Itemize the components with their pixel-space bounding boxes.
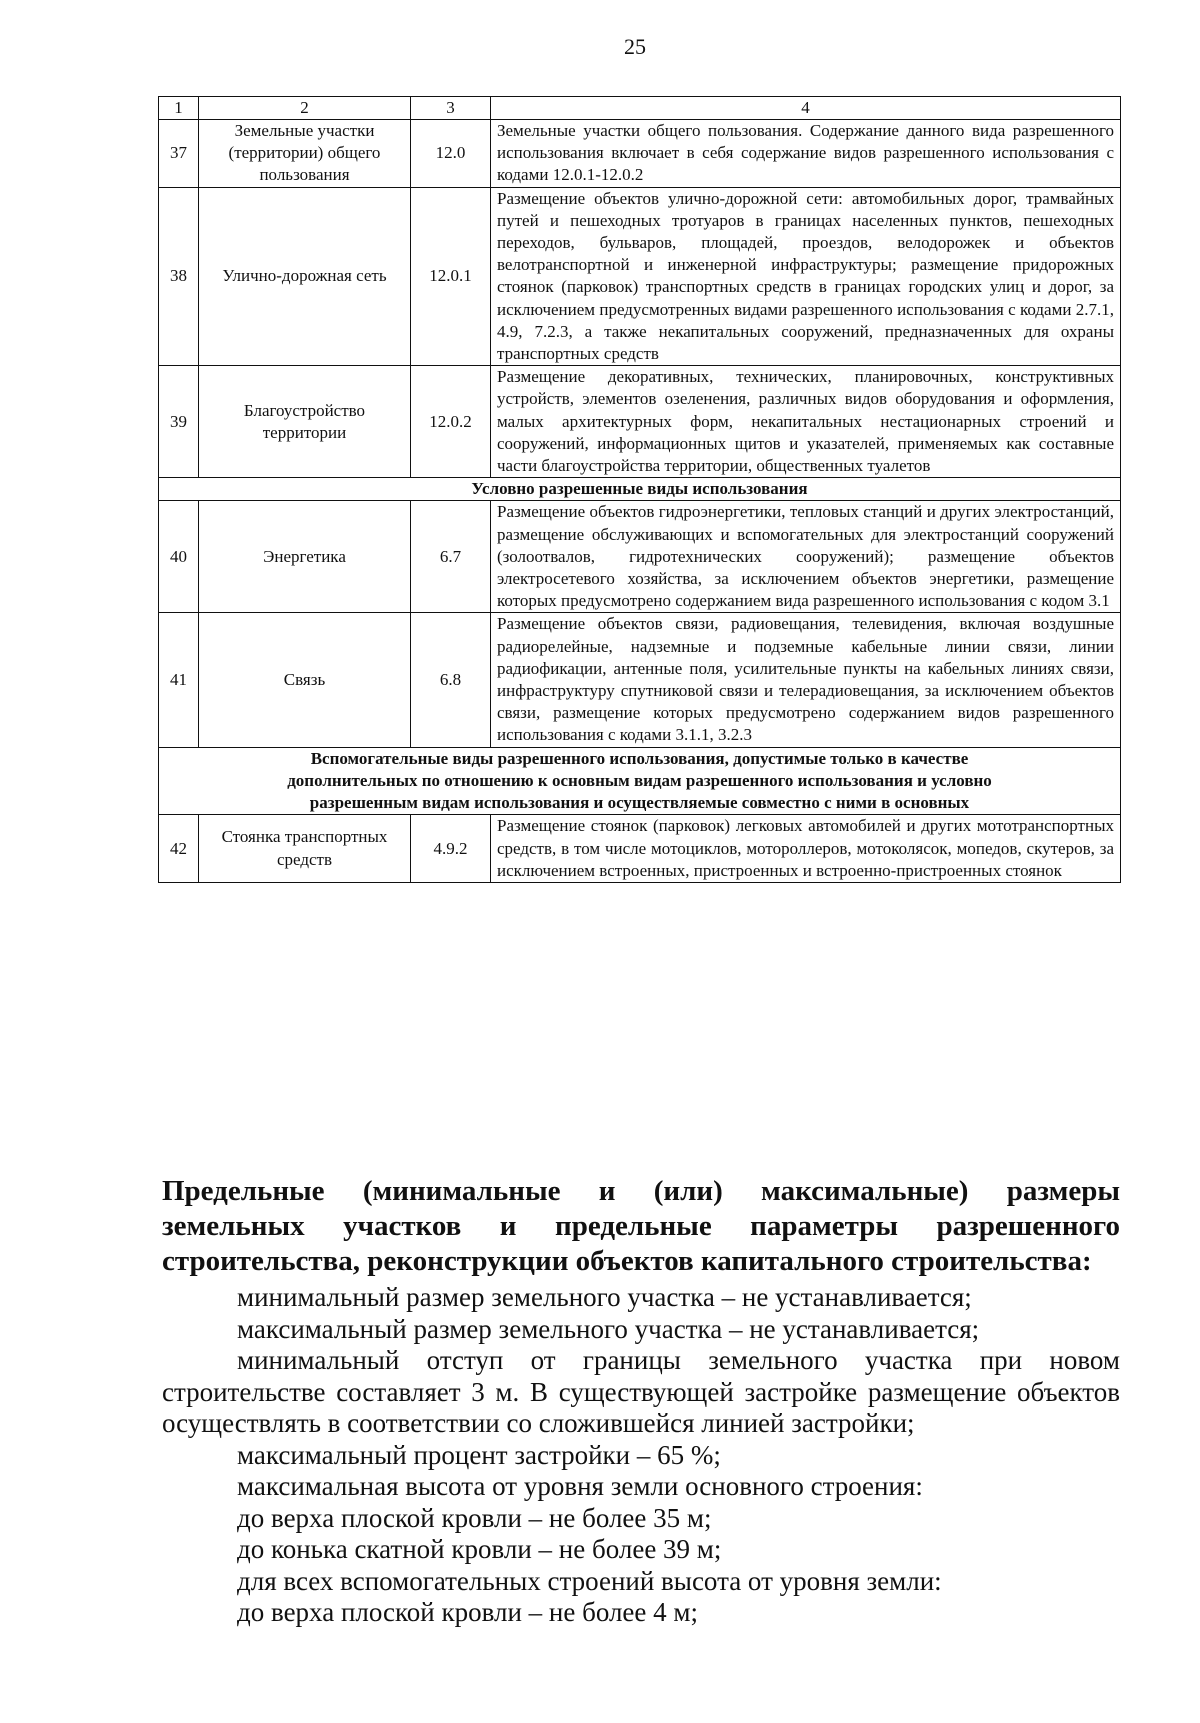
land-use-code: 4.9.2 [411, 815, 491, 883]
land-use-description: Размещение объектов гидроэнергетики, тепловых станций и других электростанций, размещение обслуживающих и вспомогательных для электростанций сооружений (золоотвалов, гидротехнических сооружений); размещение объектов электросетевого хозяйства, за исключением объектов энергетики, размещение которых предусмотрено содержанием вида разрешенного использования с кодом 3.1 [491, 501, 1121, 613]
section-title-line: земельных участков и предельные параметры разрешенного [162, 1210, 1120, 1242]
land-use-description: Размещение стоянок (парковок) легковых автомобилей и других мототранспортных средств, в том числе мотоциклов, мотороллеров, мотоколясок, мопедов, скутеров, за исключением встроенных, пристроенных и встроенно-пристроенных стоянок [491, 815, 1121, 883]
section-line: разрешенным видам использования и осуществляемые совместно с ними в основных [309, 793, 970, 813]
land-use-description: Земельные участки общего пользования. Содержание данного вида разрешенного использования включает в себя содержание видов разрешенного использования с кодами 12.0.1-12.0.2 [491, 120, 1121, 188]
table-header-row [159, 97, 1121, 120]
parameter-item: максимальный размер земельного участка – не устанавливается; [237, 1313, 980, 1344]
land-use-name: Благоустройство территории [199, 366, 411, 478]
land-use-description: Размещение объектов улично-дорожной сети: автомобильных дорог, трамвайных путей и пешеходных тротуаров в границах населенных пунктов, пешеходных переходов, бульваров, площадей, проездов, велодорожек и объектов велотранспортной и инженерной инфраструктуры; размещение придорожных стоянок (парковок) транспортных средств в границах городских улиц и дорог, за исключением предусмотренных видами разрешенного использования с кодами 2.7.1, 4.9, 7.2.3, а также некапитальных сооружений, предназначенных для охраны транспортных средств [491, 187, 1121, 366]
land-use-code: 6.7 [411, 501, 491, 613]
row-number: 42 [159, 815, 199, 883]
table-row [159, 187, 1121, 366]
land-use-name: Земельные участки (территории) общего пользования [199, 120, 411, 188]
land-use-code: 6.8 [411, 613, 491, 747]
header-cell: 1 [159, 97, 199, 120]
parameter-item: до верха плоской кровли – не более 35 м; [237, 1502, 712, 1533]
section-row [159, 478, 1121, 501]
row-number: 38 [159, 187, 199, 366]
table-row [159, 501, 1121, 613]
section-title-line: Предельные (минимальные и (или) максимальные) размеры [162, 1175, 1120, 1207]
section-heading-conditional: Условно разрешенные виды использования [159, 478, 1121, 501]
land-use-code: 12.0 [411, 120, 491, 188]
parameter-item: минимальный отступ от границы земельного участка при новом строительстве составляет 3 м. В существующей застройке размещение объектов осуществлять в соответствии со сложившейся линией застройки; [162, 1345, 1120, 1438]
land-use-code: 12.0.2 [411, 366, 491, 478]
header-cell: 4 [491, 97, 1121, 120]
row-number: 40 [159, 501, 199, 613]
section-row [159, 747, 1121, 815]
page-number: 25 [624, 34, 646, 59]
land-use-description: Размещение объектов связи, радиовещания, телевидения, включая воздушные радиорелейные, надземные и подземные кабельные линии связи, линии радиофикации, антенные поля, усилительные пункты на кабельных линиях связи, инфраструктуру спутниковой связи и телерадиовещания, за исключением объектов связи, размещение которых предусмотрено содержанием видов разрешенного использования с кодами 3.1.1, 3.2.3 [491, 613, 1121, 747]
table-row [159, 815, 1121, 883]
section-title [162, 1174, 1120, 1279]
section-line: дополнительных по отношению к основным видам разрешенного использования и условно [287, 770, 992, 790]
table-row [159, 366, 1121, 478]
land-use-code: 12.0.1 [411, 187, 491, 366]
header-cell: 3 [411, 97, 491, 120]
row-number: 41 [159, 613, 199, 747]
table-row [159, 120, 1121, 188]
parameter-item: до верха плоской кровли – не более 4 м; [237, 1597, 698, 1627]
header-cell: 2 [199, 97, 411, 120]
parameter-item: максимальная высота от уровня земли основного строения: [237, 1471, 923, 1501]
land-use-name: Стоянка транспортных средств [199, 815, 411, 883]
parameters-list [162, 1282, 1120, 1629]
table-row [159, 613, 1121, 747]
land-use-name: Связь [199, 613, 411, 747]
land-use-name: Энергетика [199, 501, 411, 613]
section-line: Вспомогательные виды разрешенного использования, допустимые только в качестве [310, 748, 969, 768]
section-heading-auxiliary [159, 747, 1121, 815]
section-title-line: строительства, реконструкции объектов капитального строительства: [162, 1245, 1092, 1277]
row-number: 39 [159, 366, 199, 478]
land-use-name: Улично-дорожная сеть [199, 187, 411, 366]
parameter-item: для всех вспомогательных строений высота от уровня земли: [237, 1565, 942, 1596]
land-use-table [158, 96, 1121, 883]
parameter-item: максимальный процент застройки – 65 %; [237, 1439, 721, 1470]
land-use-description: Размещение декоративных, технических, планировочных, конструктивных устройств, элементов озеленения, различных видов оборудования и оформления, малых архитектурных форм, некапитальных нестационарных строений и сооружений, информационных щитов и указателей, применяемых как составные части благоустройства территории, общественных туалетов [491, 366, 1121, 478]
row-number: 37 [159, 120, 199, 188]
parameter-item: до конька скатной кровли – не более 39 м; [237, 1534, 722, 1564]
parameter-item: минимальный размер земельного участка – не устанавливается; [237, 1282, 972, 1312]
